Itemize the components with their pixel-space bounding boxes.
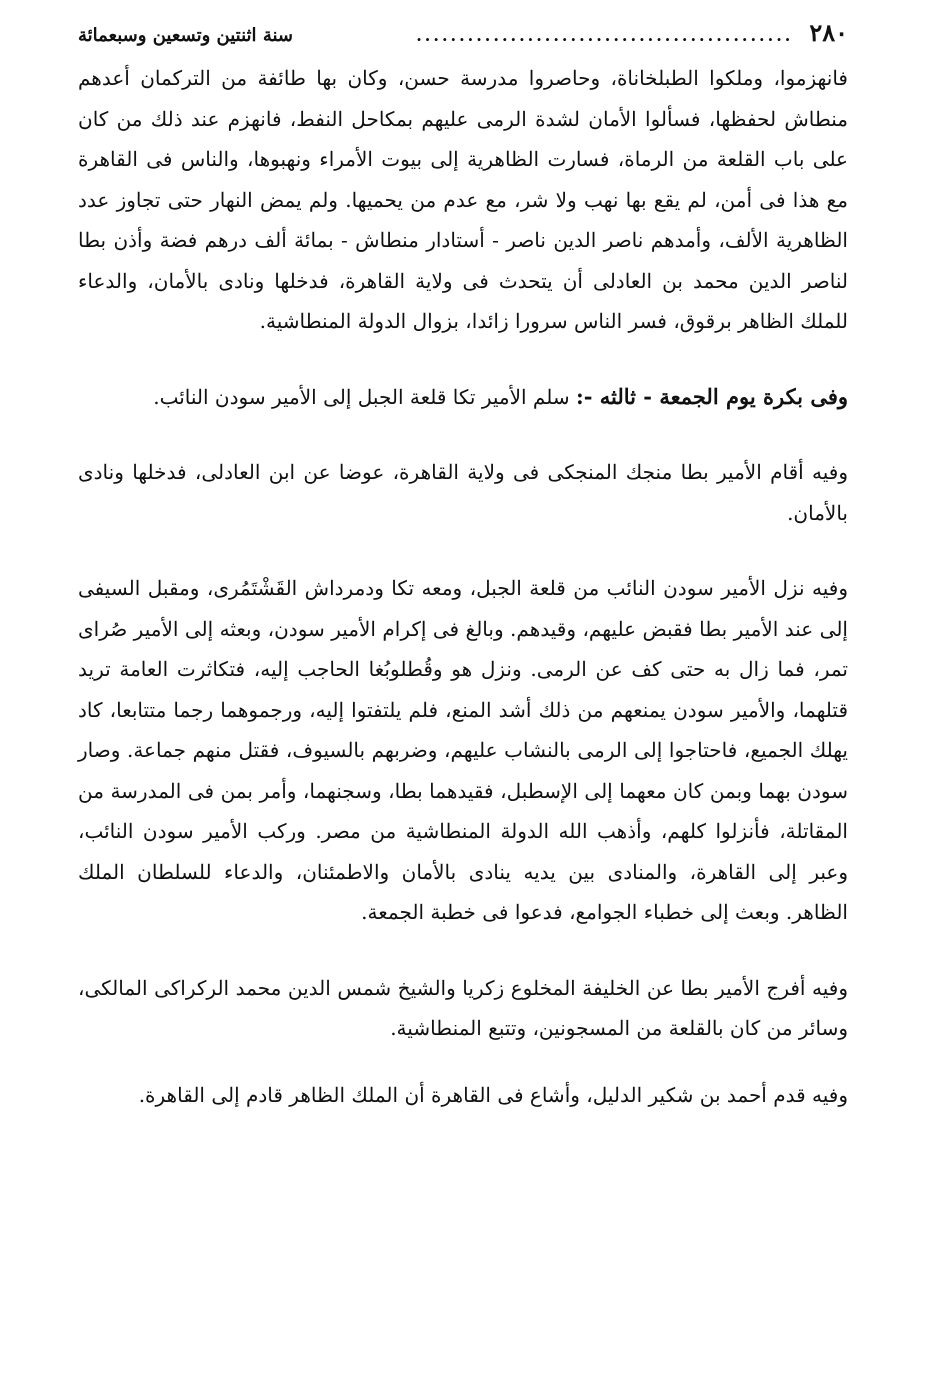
paragraph-6-text: وفيه قدم أحمد بن شكير الدليل، وأشاع فى القاهرة أن الملك الظاهر قادم إلى القاهرة. bbox=[138, 1082, 848, 1107]
paragraph-3-text: وفيه أقام الأمير بطا منجك المنجكى فى ولاية القاهرة، عوضا عن ابن العادلى، فدخلها ونادى بالأمان. bbox=[78, 460, 848, 525]
paragraph-2 bbox=[78, 377, 848, 418]
paragraph-5 bbox=[78, 968, 848, 1049]
paragraph-4-text: وفيه نزل الأمير سودن النائب من قلعة الجبل، ومعه تكا ودمرداش القَشْتَمُرى، ومقبل السيفى إلى عند الأمير بطا فقبض عليهم، وقيدهم. وبالغ فى إكرام الأمير سودن، وبعثه إلى الأمير صُراى تمر، فما زال به حتى كف عن الرمى. ونزل هو وقُطلوبُغا الحاجب إليه، فتكاثرت العامة تريد قتلهما، والأمير سودن يمنعهم من ذلك أشد المنع، فلم يلتفتوا إليه، ورجموهما رجما متتابعا، كاد يهلك الجميع، فاحتاجوا إلى الرمى بالنشاب عليهم، وضربهم بالسيوف، فقتل منهم جماعة. وصار سودن بهما وبمن كان معهما إلى الإسطبل، فقيدهما بطا، وسجنهما، وأمر بمن فى المدرسة من المقاتلة، فأنزلوا كلهم، وأذهب الله الدولة المنطاشية من مصر. وركب الأمير سودن النائب، وعبر إلى القاهرة، والمنادى بين يديه ينادى بالأمان والاطمئنان، والدعاء للسلطان الملك الظاهر. وبعث إلى خطباء الجوامع، فدعوا فى خطبة الجمعة. bbox=[78, 576, 848, 924]
paragraph-1-text: فانهزموا، وملكوا الطبلخاناة، وحاصروا مدرسة حسن، وكان بها طائفة من التركمان أعدهم منطاش لحفظها، فسألوا الأمان لشدة الرمى عليهم بمكاحل النفط، فانهزم عند ذلك من كان على باب القلعة من الرماة، فسارت الظاهرية إلى بيوت الأمراء ونهبوها، والناس فى القاهرة مع هذا فى أمن، لم يقع بها نهب ولا شر، مع عدم من يحميها. ولم يمض النهار حتى تجاوز عدد الظاهرية الألف، وأمدهم ناصر الدين ناصر - أستادار منطاش - بمائة ألف درهم فضة وأذن بطا لناصر الدين محمد بن العادلى أن يتحدث فى ولاية القاهرة، فدخلها ونادى بالأمان، والدعاء للملك الظاهر برقوق، فسر الناس سرورا زائدا، بزوال الدولة المنطاشية. bbox=[78, 66, 848, 333]
paragraph-1 bbox=[78, 58, 848, 342]
paragraph-2-text: سلم الأمير تكا قلعة الجبل إلى الأمير سودن النائب. bbox=[153, 384, 576, 409]
book-page bbox=[78, 18, 848, 1358]
running-head-title: سنة اثنتين وتسعين وسبعمائة bbox=[78, 25, 293, 46]
paragraph-6 bbox=[78, 1075, 848, 1116]
body-text bbox=[78, 58, 848, 1115]
page-number: ٢٨٠ bbox=[809, 18, 848, 47]
paragraph-2-lead: وفى بكرة يوم الجمعة - ثالثه -: bbox=[575, 383, 848, 409]
leader-dots: ............................................ bbox=[416, 26, 794, 45]
running-head bbox=[78, 18, 848, 58]
paragraph-3 bbox=[78, 452, 848, 533]
paragraph-5-text: وفيه أفرج الأمير بطا عن الخليفة المخلوع زكريا والشيخ شمس الدين محمد الركراكى المالكى، وسائر من كان بالقلعة من المسجونين، وتتبع المنطاشية. bbox=[78, 975, 848, 1040]
paragraph-4 bbox=[78, 568, 848, 933]
